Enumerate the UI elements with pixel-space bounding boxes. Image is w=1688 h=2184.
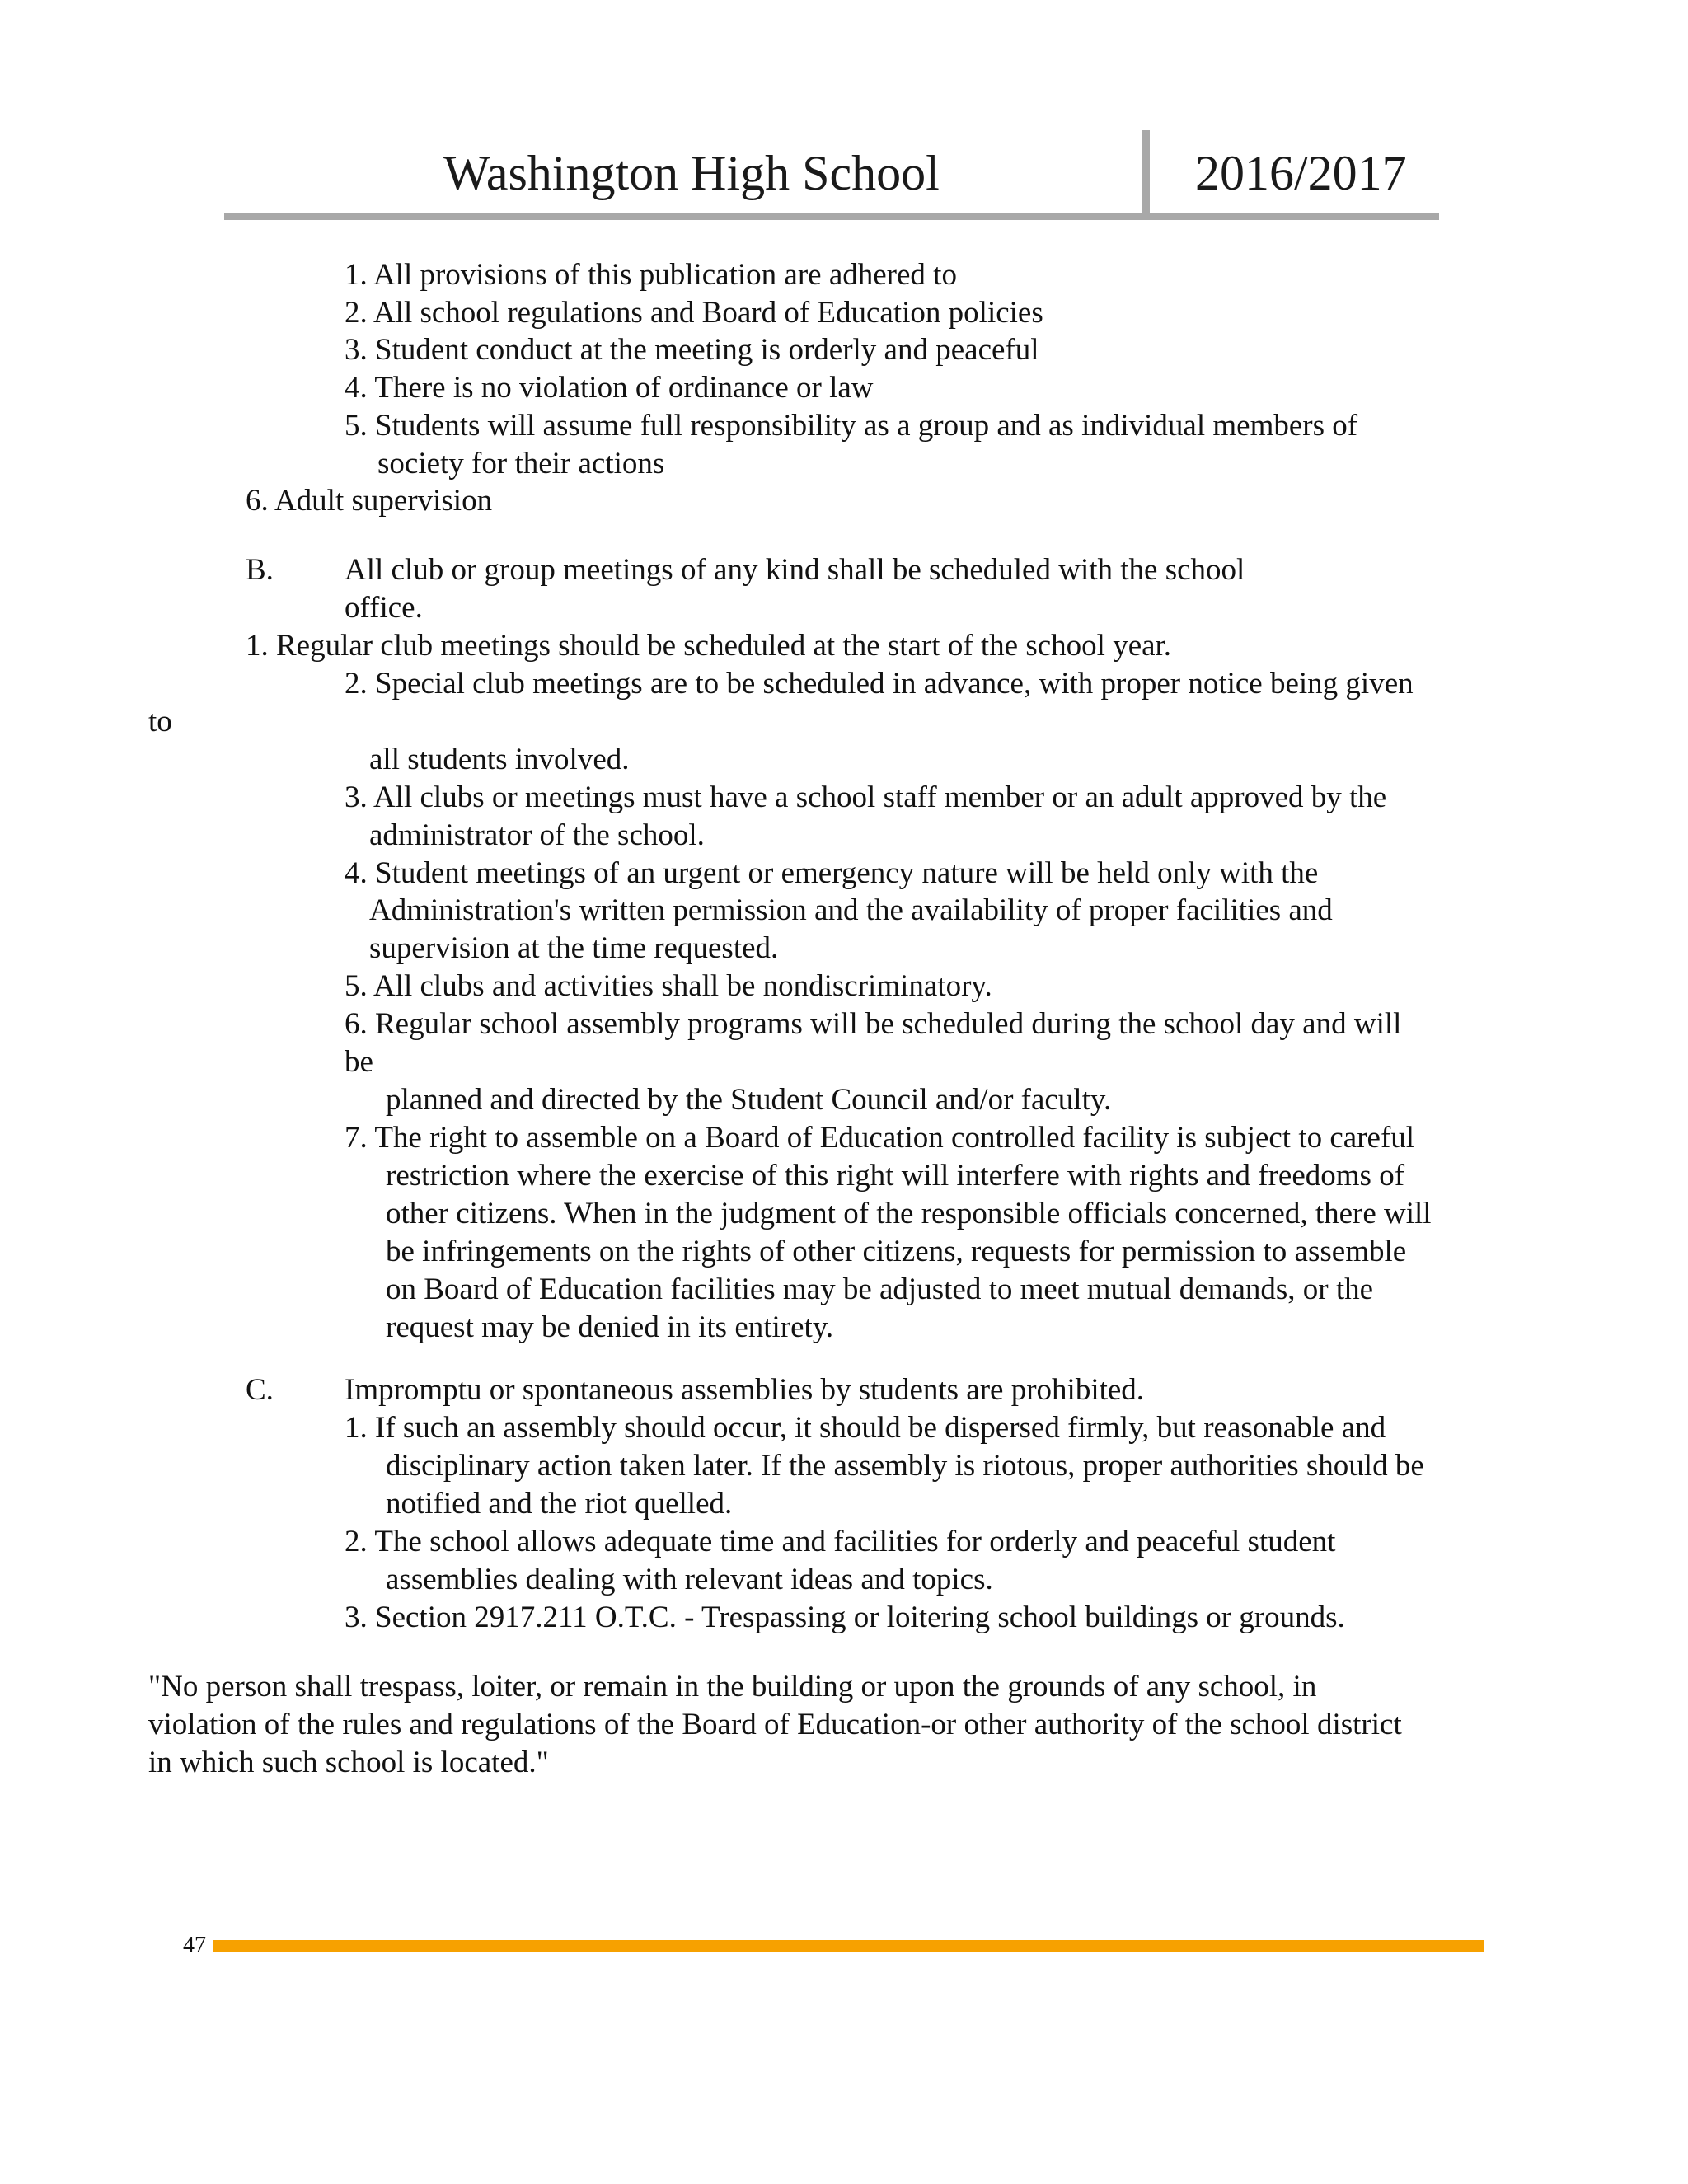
list-item-b3: 3. All clubs or meetings must have a school staff member or an adult approved by the [345,780,1387,814]
quote-line-3: in which such school is located." [148,1746,549,1779]
quote-line-2: violation of the rules and regulations of the Board of Education-or other authority of the school district [148,1708,1402,1741]
list-item-b1: 1. Regular club meetings should be scheduled at the start of the school year. [246,629,1172,663]
section-b-text: All club or group meetings of any kind shall be scheduled with the school [345,553,1245,587]
section-b-text-cont: office. [345,591,423,625]
section-b-marker: B. [246,553,274,587]
page-number: 47 [183,1933,206,1958]
list-item-b3-cont: administrator of the school. [369,818,705,852]
list-item-3: 3. Student conduct at the meeting is orderly and peaceful [345,333,1039,367]
footer-bar [213,1940,1484,1952]
list-item-2: 2. All school regulations and Board of Education policies [345,296,1043,330]
list-item-c1: 1. If such an assembly should occur, it should be dispersed firmly, but reasonable and [345,1411,1386,1445]
section-c-text: Impromptu or spontaneous assemblies by students are prohibited. [345,1373,1145,1407]
list-item-5-cont: society for their actions [377,447,665,480]
list-item-b7: 7. The right to assemble on a Board of Education controlled facility is subject to careful [345,1121,1415,1155]
list-item-5: 5. Students will assume full responsibility as a group and as individual members of [345,409,1358,443]
list-item-b6-wrap: be [345,1045,373,1079]
list-item-c1-cont-2: notified and the riot quelled. [386,1487,733,1521]
list-item-b5: 5. All clubs and activities shall be nondiscriminatory. [345,969,992,1003]
list-item-b2: 2. Special club meetings are to be scheduled in advance, with proper notice being given [345,667,1414,701]
list-item-b6: 6. Regular school assembly programs will be scheduled during the school day and will [345,1007,1402,1041]
list-item-b7-cont-4: on Board of Education facilities may be adjusted to meet mutual demands, or the [386,1272,1374,1306]
list-item-4: 4. There is no violation of ordinance or law [345,371,874,405]
list-item-c2-cont: assemblies dealing with relevant ideas and topics. [386,1563,993,1596]
quote-line-1: "No person shall trespass, loiter, or remain in the building or upon the grounds of any school, in [148,1670,1317,1704]
list-item-b7-cont-1: restriction where the exercise of this right will interfere with rights and freedoms of [386,1159,1405,1193]
header-rule [224,213,1439,220]
header-year: 2016/2017 [1195,146,1407,200]
list-item-b2-wrap: to [148,705,172,738]
list-item-b6-cont: planned and directed by the Student Council and/or faculty. [386,1083,1112,1117]
list-item-b7-cont-3: be infringements on the rights of other citizens, requests for permission to assemble [386,1235,1407,1268]
header-school-name: Washington High School [443,146,940,200]
list-item-6: 6. Adult supervision [246,484,493,518]
list-item-b4-cont-2: supervision at the time requested. [369,931,779,965]
list-item-b4: 4. Student meetings of an urgent or emergency nature will be held only with the [345,856,1319,890]
list-item-1: 1. All provisions of this publication are adhered to [345,258,957,292]
list-item-b4-cont-1: Administration's written permission and the availability of proper facilities and [369,893,1333,927]
list-item-c2: 2. The school allows adequate time and facilities for orderly and peaceful student [345,1525,1336,1558]
header-divider [1142,130,1150,216]
list-item-b2-cont: all students involved. [369,743,630,776]
section-c-marker: C. [246,1373,274,1407]
list-item-b7-cont-2: other citizens. When in the judgment of the responsible officials concerned, there will [386,1197,1432,1230]
list-item-b7-cont-5: request may be denied in its entirety. [386,1310,834,1344]
list-item-c1-cont-1: disciplinary action taken later. If the assembly is riotous, proper authorities should be [386,1449,1424,1483]
list-item-c3: 3. Section 2917.211 O.T.C. - Trespassing or loitering school buildings or grounds. [345,1601,1345,1634]
